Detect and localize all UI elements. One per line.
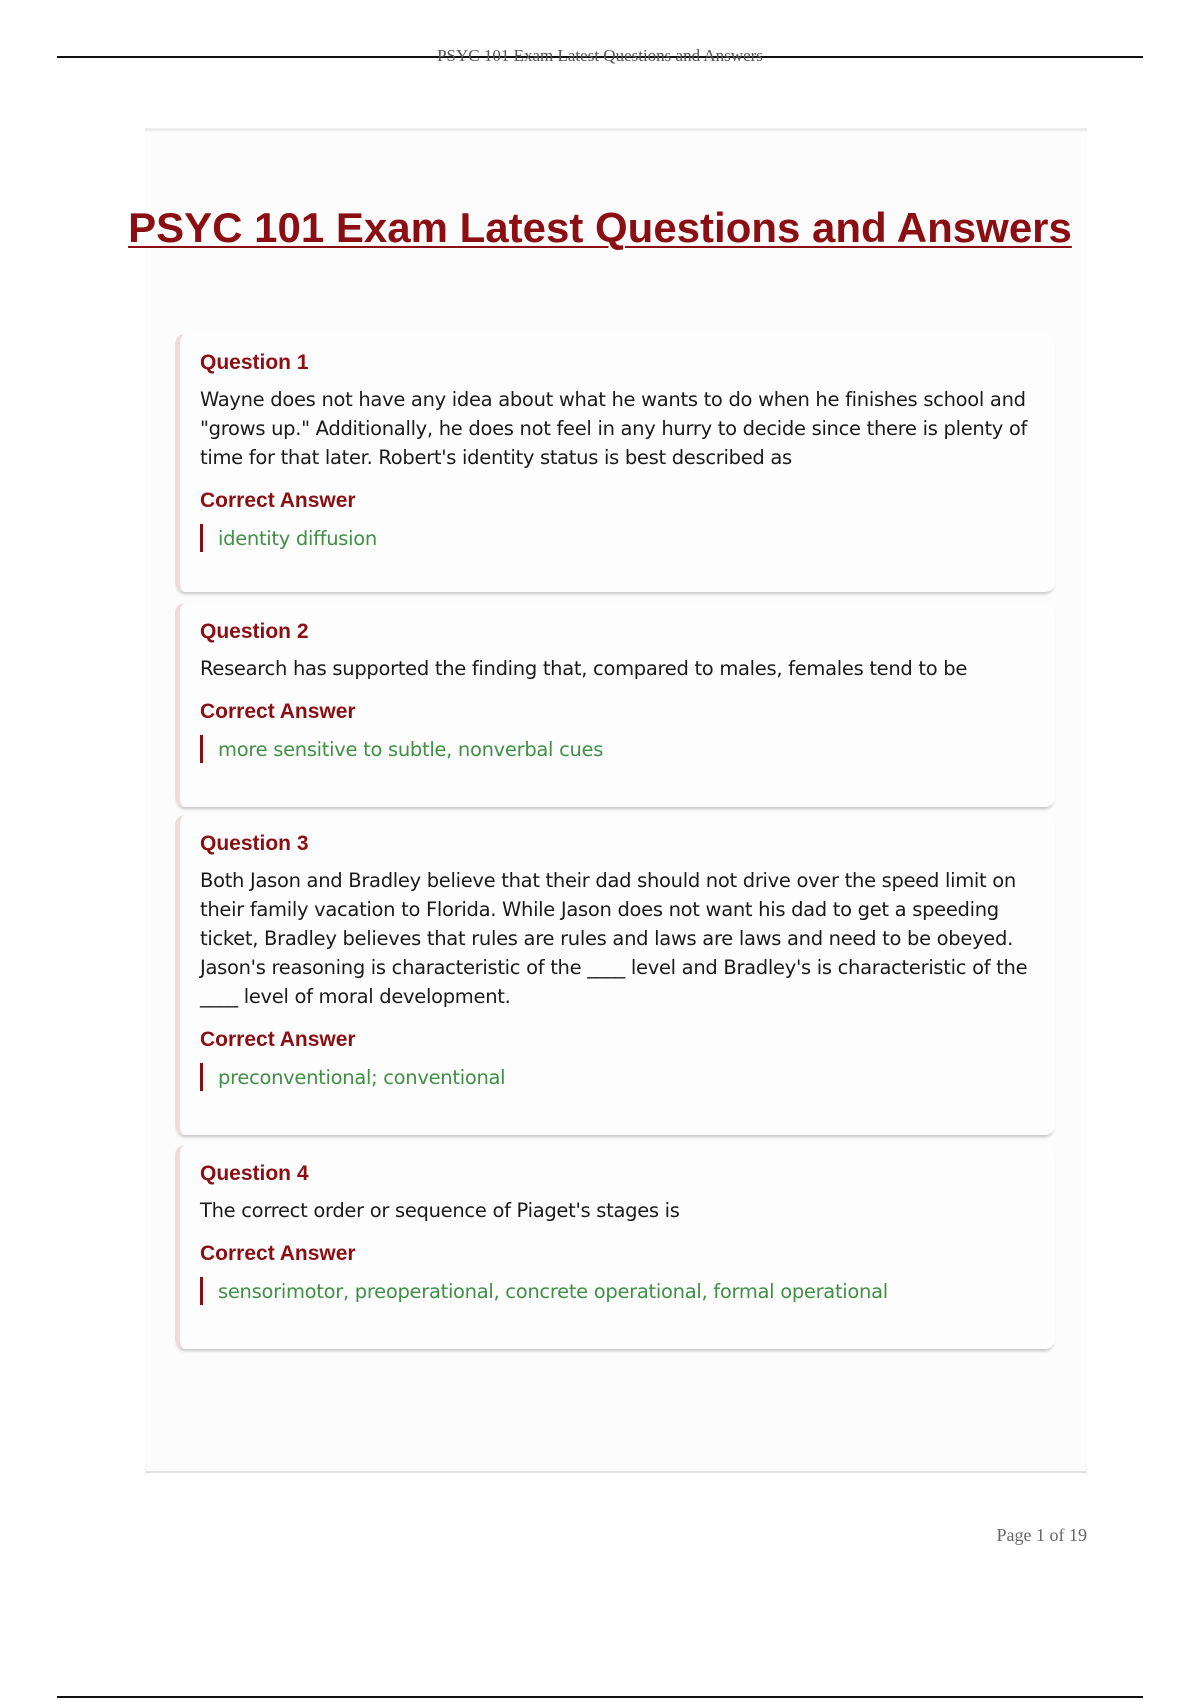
answer-row [200, 733, 1035, 765]
answer-text: more sensitive to subtle, nonverbal cues [218, 737, 604, 761]
question-card [175, 815, 1055, 1135]
question-label: Question 1 [200, 351, 309, 374]
correct-answer-label: Correct Answer [200, 700, 356, 723]
question-card [175, 603, 1055, 807]
correct-answer-label: Correct Answer [200, 1242, 356, 1265]
question-label: Question 2 [200, 620, 309, 643]
correct-answer-label: Correct Answer [200, 489, 356, 512]
page-title: PSYC 101 Exam Latest Questions and Answers [128, 204, 1072, 251]
answer-row [200, 1275, 1035, 1307]
answer-marker [200, 524, 203, 552]
answer-row [200, 1061, 1035, 1093]
footer-rule [57, 1696, 1143, 1698]
question-text: Research has supported the finding that, compared to males, females tend to be [200, 657, 968, 680]
answer-row [200, 522, 1035, 554]
answer-marker [200, 735, 203, 763]
question-card [175, 334, 1055, 592]
question-label: Question 3 [200, 832, 309, 855]
question-card [175, 1145, 1055, 1349]
correct-answer-label: Correct Answer [200, 1028, 356, 1051]
answer-text: identity diffusion [218, 526, 377, 550]
answer-marker [200, 1277, 203, 1305]
answer-text: preconventional; conventional [218, 1065, 506, 1089]
answer-text: sensorimotor, preoperational, concrete operational, formal operational [218, 1279, 888, 1303]
question-label: Question 4 [200, 1162, 309, 1185]
answer-marker [200, 1063, 203, 1091]
page-number: Page 1 of 19 [996, 1525, 1087, 1545]
question-text: The correct order or sequence of Piaget's stages is [200, 1199, 680, 1222]
question-text: Wayne does not have any idea about what he wants to do when he finishes school and "grows up." Additionally, he does not feel in any hurry to decide since there is plenty of time for that later. Robert's identity status is best described as [200, 388, 1028, 469]
running-header: PSYC 101 Exam Latest Questions and Answers [437, 46, 763, 65]
question-text: Both Jason and Bradley believe that their dad should not drive over the speed limit on their family vacation to Florida. While Jason does not want his dad to get a speeding ticket, Bradley believes that rules are rules and laws are laws and need to be obeyed. Jason's reasoning is characteristic of the ____ level and Bradley's is characteristic of the ____ level of moral development. [200, 869, 1028, 1008]
